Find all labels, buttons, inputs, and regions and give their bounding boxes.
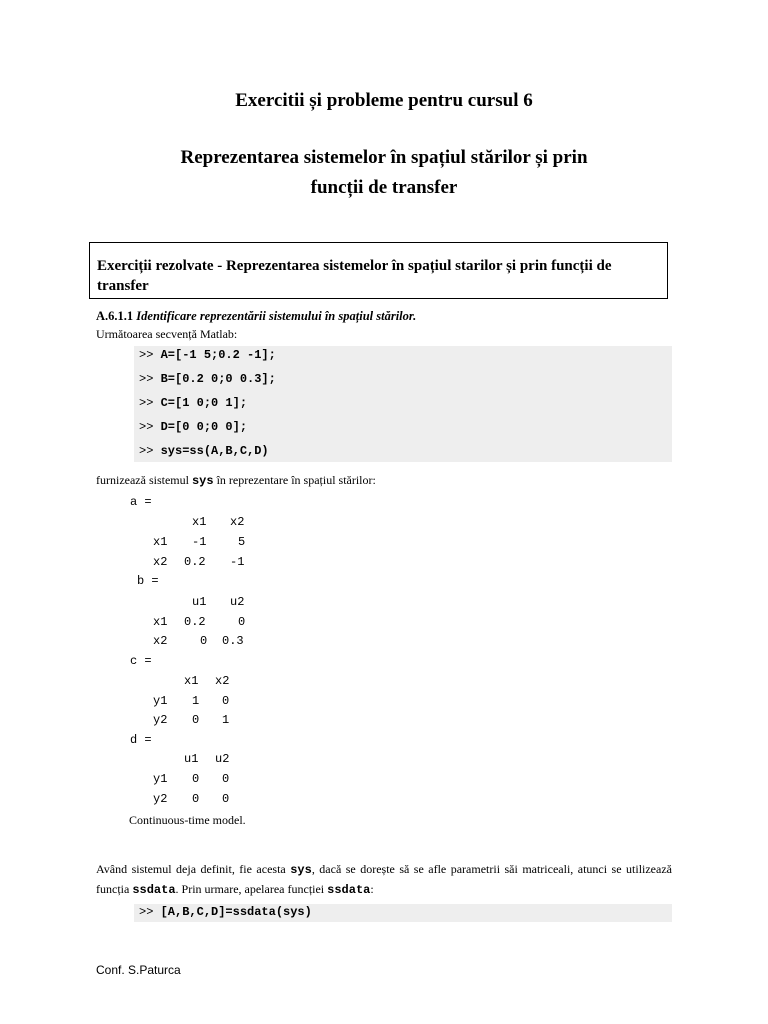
code-line [139,372,276,386]
code-block [134,904,672,922]
matrix-cell: 1 [192,694,200,708]
code-text: B=[0.2 0;0 0.3]; [160,372,276,386]
code-text: D=[0 0;0 0]; [160,420,248,434]
matrix-cell: 0 [222,772,230,786]
result-intro-text: furnizează sistemul [96,473,192,487]
matrix-row-header: x2 [153,634,168,648]
code-prompt: >> [139,420,154,434]
matrix-row-header: y2 [153,713,168,727]
section-title: Identificare reprezentării sistemului în spațiul stărilor. [136,309,417,323]
matrix-cell: 0 [200,634,208,648]
matrix-col-header: u1 [192,595,207,609]
code-line [139,348,276,362]
code-line [139,905,312,919]
matrix-label: c = [130,654,152,668]
matrix-row-header: y2 [153,792,168,806]
inline-code: ssdata [327,883,371,897]
result-intro [96,473,376,488]
code-prompt: >> [139,372,154,386]
boxed-section-heading: Exerciții rezolvate - Reprezentarea sistemelor în spațiul starilor și prin funcții de transfer [89,242,668,299]
code-prompt: >> [139,905,154,919]
code-text: [A,B,C,D]=ssdata(sys) [160,905,312,919]
model-type-text: Continuous-time model. [129,813,246,827]
matrix-label: d = [130,733,152,747]
page-subtitle-line2: funcții de transfer [310,177,458,198]
section-intro: Următoarea secvență Matlab: [96,327,238,341]
page-subtitle-line1: Reprezentarea sistemelor în spațiul stărilor și prin [180,147,588,168]
matrix-row-header: x2 [153,555,168,569]
paragraph-text: : [370,882,374,896]
page-title: Exercitii și probleme pentru cursul 6 [235,90,533,111]
result-intro-text: în reprezentare în spațiul stărilor: [213,473,376,487]
code-text: sys=ss(A,B,C,D) [160,444,269,458]
code-line [139,396,247,410]
inline-code: sys [290,863,312,877]
code-prompt: >> [139,444,154,458]
matrix-row-header: y1 [153,772,168,786]
matrix-col-header: x2 [215,674,230,688]
matrix-cell: 1 [222,713,230,727]
matrix-row-header: x1 [153,535,168,549]
matrix-col-header: x2 [230,515,245,529]
matrix-cell: 0 [238,615,246,629]
code-line [139,444,269,458]
code-prompt: >> [139,348,154,362]
paragraph-text: , dacă se dorește să se afle parametrii săi matriceali, atunci se utilizează funcția [96,862,672,896]
matrix-cell: 0 [192,772,200,786]
matrix-label: a = [130,495,152,509]
inline-code: sys [191,474,214,488]
code-block [134,346,672,462]
section-heading [96,309,416,324]
matrix-col-header: u2 [230,595,245,609]
section-number: A.6.1.1 [96,309,134,323]
matrix-cell: 5 [238,535,246,549]
matrix-cell: 0 [192,792,200,806]
code-text: A=[-1 5;0.2 -1]; [160,348,276,362]
matrix-row-header: y1 [153,694,168,708]
code-prompt: >> [139,396,154,410]
matrix-cell: 0.2 [184,555,206,569]
footer-author: Conf. S.Paturca [96,963,181,977]
paragraph-text: Având sistemul deja definit, fie acesta [96,862,291,876]
matrix-col-header: u2 [215,752,230,766]
matrix-col-header: x1 [184,674,199,688]
matrix-label: b = [137,574,159,588]
matrix-cell: 0 [192,713,200,727]
matrix-cell: 0.3 [222,634,244,648]
code-text: C=[1 0;0 1]; [160,396,248,410]
matrix-cell: 0.2 [184,615,206,629]
matrix-cell: -1 [192,535,207,549]
paragraph-text: . Prin urmare, apelarea funcției [175,882,328,896]
inline-code: ssdata [132,883,176,897]
matrix-cell: -1 [230,555,245,569]
matrix-row-header: x1 [153,615,168,629]
matrix-cell: 0 [222,792,230,806]
paragraph [96,860,672,900]
code-line [139,420,247,434]
matrix-cell: 0 [222,694,230,708]
matrix-col-header: x1 [192,515,207,529]
matrix-col-header: u1 [184,752,199,766]
